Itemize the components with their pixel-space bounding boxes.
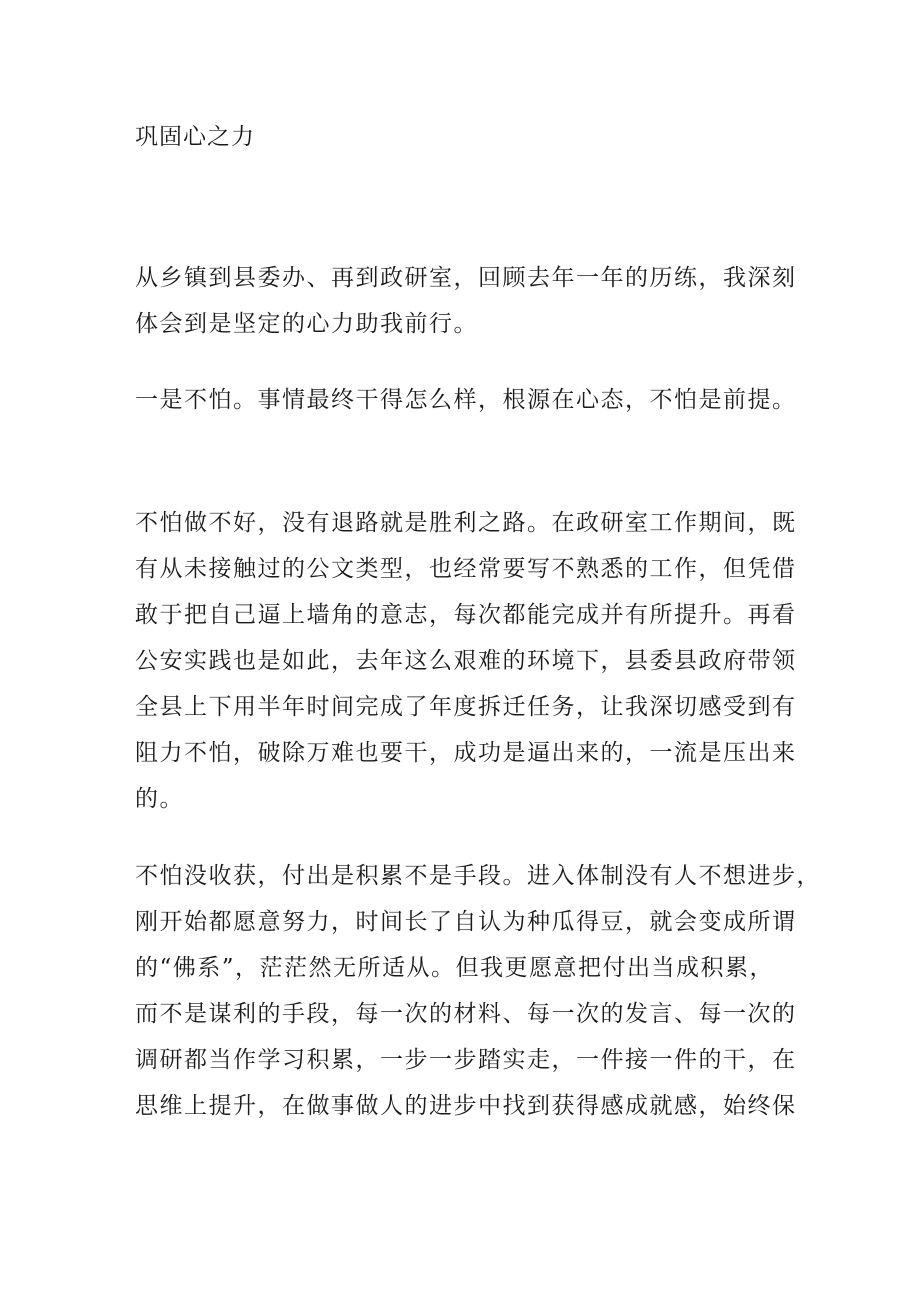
document-title: 巩固心之力 [135, 124, 255, 150]
paragraph-line: 一是不怕。事情最终干得怎么样，根源在心态，不怕是前提。 [135, 387, 797, 413]
paragraph-line: 全县上下用半年时间完成了年度拆迁任务，让我深切感受到有 [135, 694, 797, 720]
paragraph-line: 而不是谋利的手段，每一次的材料、每一次的发言、每一次的 [135, 1001, 797, 1027]
paragraph-line: 调研都当作学习积累，一步一步踏实走，一件接一件的干，在 [135, 1047, 797, 1073]
paragraph-line: 敢于把自己逼上墙角的意志，每次都能完成并有所提升。再看 [135, 602, 797, 628]
paragraph-line: 阻力不怕，破除万难也要干，成功是逼出来的，一流是压出来 [135, 740, 797, 766]
paragraph-line: 不怕没收获，付出是积累不是手段。进入体制没有人不想进步， [135, 863, 821, 889]
paragraph-line: 的。 [135, 786, 184, 812]
paragraph-intro [135, 255, 795, 347]
paragraph-line: 有从未接触过的公文类型，也经常要写不熟悉的工作，但凭借 [135, 556, 797, 582]
paragraph-not-afraid-no-gain [135, 853, 821, 1129]
paragraph-line: 思维上提升，在做事做人的进步中找到获得感成就感，始终保 [135, 1093, 797, 1119]
paragraph-line: 公安实践也是如此，去年这么艰难的环境下，县委县政府带领 [135, 648, 797, 674]
paragraph-heading-not-afraid [135, 377, 795, 423]
paragraph-line: 不怕做不好，没有退路就是胜利之路。在政研室工作期间，既 [135, 510, 797, 536]
paragraph-line: 从乡镇到县委办、再到政研室，回顾去年一年的历练，我深刻 [135, 265, 797, 291]
paragraph-line: 的“佛系”，茫茫然无所适从。但我更愿意把付出当成积累， [135, 955, 775, 981]
paragraph-line: 体会到是坚定的心力助我前行。 [135, 311, 478, 337]
paragraph-line: 刚开始都愿意努力，时间长了自认为种瓜得豆，就会变成所谓 [135, 909, 797, 935]
paragraph-not-afraid-failure [135, 500, 795, 822]
